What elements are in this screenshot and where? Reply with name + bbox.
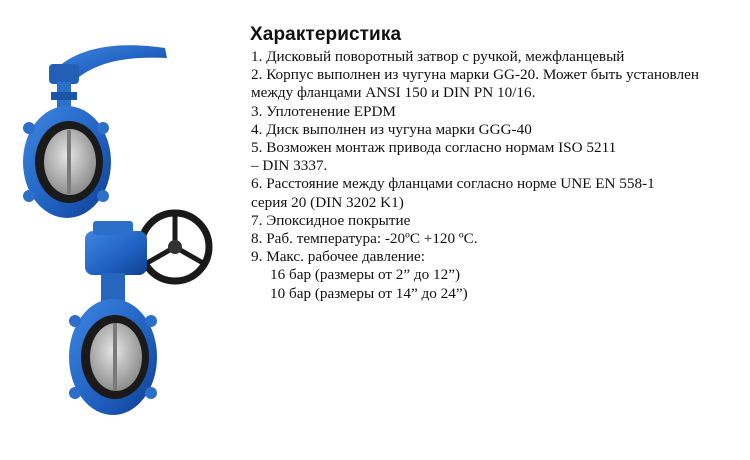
- page-title: Характеристика: [250, 24, 402, 45]
- spec-item: 9. Макс. рабочее давление:: [251, 248, 425, 266]
- product-images: [0, 0, 240, 460]
- spec-item: 4. Диск выполнен из чугуна марки GGG-40: [251, 120, 532, 138]
- spec-subitem: 16 бар (размеры от 2” до 12”): [270, 266, 461, 284]
- spec-item: 5. Возможен монтаж привода согласно нормам ISO 5211: [251, 139, 617, 157]
- spec-item: 3. Уплотенение EPDM: [251, 102, 396, 120]
- spec-item: 1. Дисковый поворотный затвор с ручкой, межфланцевый: [251, 48, 625, 65]
- butterfly-valve-gearbox-image: [65, 205, 215, 425]
- spec-item: 6. Расстояние между фланцами согласно норме UNE EN 558-1: [251, 175, 655, 193]
- butterfly-valve-handle-image: [15, 30, 175, 220]
- spec-item: 7. Эпоксидное покрытие: [251, 211, 411, 229]
- spec-item: 8. Раб. температура: -20ºC +120 ºC.: [251, 230, 478, 248]
- spec-item: 2. Корпус выполнен из чугуна марки GG-20. Может быть установлен: [251, 66, 699, 84]
- specifications-block: [248, 24, 743, 303]
- spec-item-continuation: серия 20 (DIN 3202 K1): [251, 193, 404, 211]
- spec-item-continuation: между фланцами ANSI 150 и DIN PN 10/16.: [251, 84, 536, 102]
- spec-subitem: 10 бар (размеры от 14” до 24”): [270, 284, 468, 302]
- spec-item-continuation: – DIN 3337.: [251, 157, 328, 175]
